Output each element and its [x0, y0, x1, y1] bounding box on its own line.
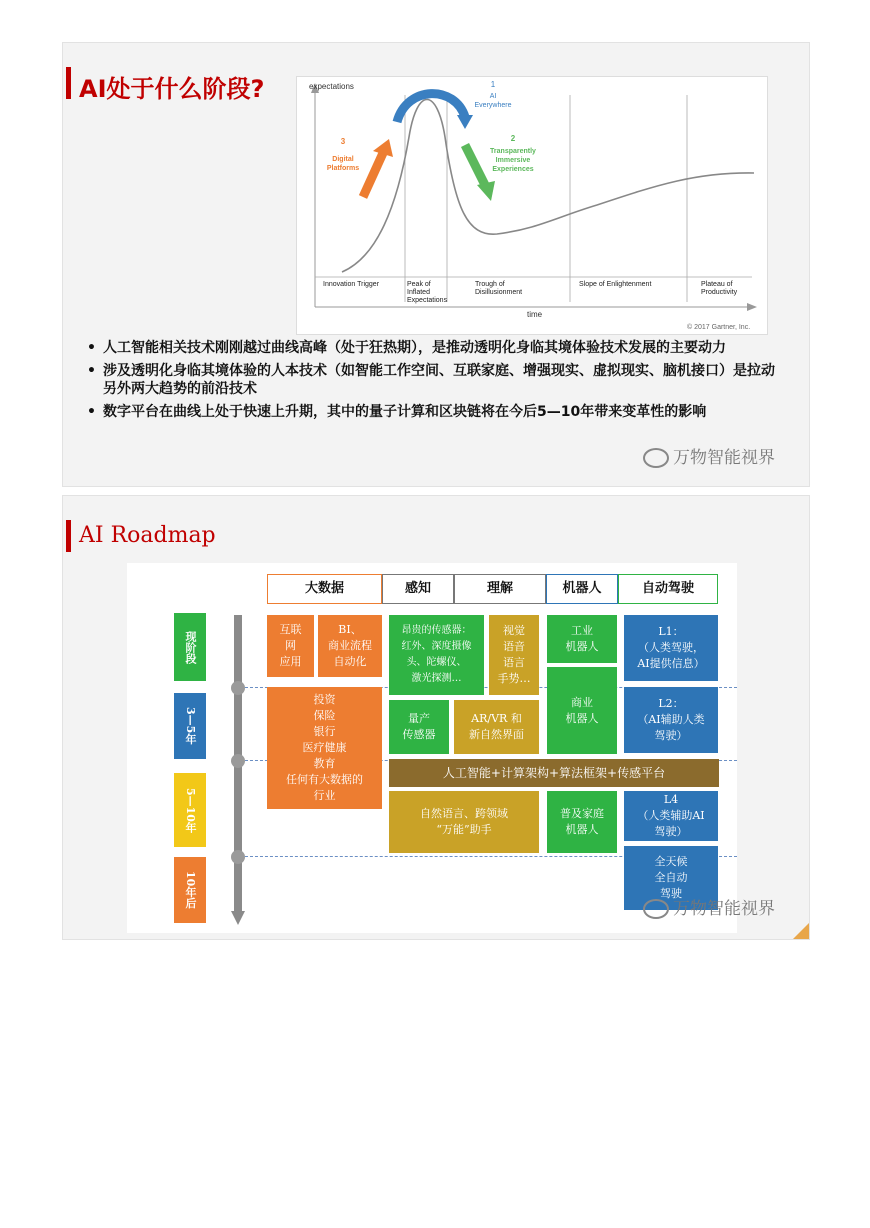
- box-platform: 人工智能+计算架构+算法框架+传感平台: [389, 759, 719, 787]
- title-accent-bar: [66, 67, 71, 99]
- trend2-arrow: [465, 145, 487, 189]
- slide-title: AI Roadmap: [79, 523, 216, 548]
- phase-label: Slope of Enlightenment: [579, 281, 652, 288]
- phase-label-b: Disillusionment: [475, 289, 523, 296]
- trend1-arrowhead: [457, 115, 473, 129]
- watermark: 万物智能视界: [643, 894, 775, 919]
- header-understanding: 理解: [454, 574, 546, 604]
- timeline-dot: [231, 754, 245, 768]
- bullet-item: • 涉及透明化身临其境体验的人本技术（如智能工作空间、互联家庭、增强现实、虚拟现实、脑机接口）是拉动另外两大趋势的前沿技术: [85, 362, 785, 398]
- trend2-label-a: Transparently: [490, 148, 536, 155]
- bullet-list: [85, 339, 785, 426]
- box-internet-apps: 互联 网 应用: [267, 615, 314, 677]
- header-robots: 机器人: [546, 574, 618, 604]
- watermark: 万物智能视界: [643, 443, 775, 468]
- trend2-number: 2: [510, 134, 516, 143]
- box-l5: 全天候 全自动 驾驶: [624, 846, 718, 910]
- header-big-data: 大数据: [267, 574, 382, 604]
- hype-curve: [342, 100, 754, 273]
- slide-ai-stage: [62, 42, 810, 487]
- box-nlp-assistant: 自然语言、跨领域 “万能”助手: [389, 791, 539, 853]
- phase-label-b: Productivity: [701, 289, 738, 296]
- phase-label-a: Plateau of: [701, 281, 733, 288]
- box-l4: L4 （人类辅助AI 驾驶）: [624, 791, 718, 841]
- trend3-arrow: [363, 153, 383, 197]
- trend2-label-c: Experiences: [492, 166, 534, 173]
- trend3-label-b: Platforms: [326, 165, 360, 172]
- trend3-label-a: Digital: [332, 156, 354, 163]
- stage-5-10-years: 5—10年: [174, 773, 206, 847]
- slide-title: AI处于什么阶段?: [79, 75, 265, 103]
- stage-3-5-years: 3—5年: [174, 693, 206, 759]
- trend1-label-a: AI: [489, 93, 497, 100]
- box-l1: L1： （人类驾驶， AI提供信息）: [624, 615, 718, 681]
- box-bi-automation: BI、 商业流程 自动化: [318, 615, 382, 677]
- box-mass-sensors: 量产 传感器: [389, 700, 449, 754]
- roadmap-diagram: [127, 563, 737, 933]
- corner-decoration: [793, 923, 809, 939]
- wechat-icon: [643, 899, 669, 919]
- box-industries: 投资 保险 银行 医疗健康 教育 任何有大数据的 行业: [267, 687, 382, 809]
- phase-label-a: Peak of: [407, 281, 431, 288]
- trend2-label-b: Immersive: [495, 157, 531, 164]
- timeline-dot: [231, 850, 245, 864]
- trend1-arrow: [397, 94, 465, 122]
- trend1-label-b: Everywhere: [474, 102, 512, 109]
- hype-cycle-svg: [297, 77, 767, 334]
- phase-label-a: Trough of: [475, 281, 505, 288]
- box-vision-voice: 视觉 语音 语言 手势…: [489, 615, 539, 695]
- x-axis-label: time: [527, 310, 543, 319]
- slide-ai-roadmap: [62, 495, 810, 940]
- header-autonomous-driving: 自动驾驶: [618, 574, 718, 604]
- box-ar-vr: AR/VR 和 新自然界面: [454, 700, 539, 754]
- box-industrial-robots: 工业 机器人: [547, 615, 617, 663]
- bullet-item: • 人工智能相关技术刚刚越过曲线高峰（处于狂热期），是推动透明化身临其境体验技术发展的主要动力: [85, 339, 785, 357]
- box-home-robots: 普及家庭 机器人: [547, 791, 617, 853]
- hype-cycle-figure: [296, 76, 768, 335]
- bullet-item: • 数字平台在曲线上处于快速上升期，其中的量子计算和区块链将在今后5—10年带来变革性的影响: [85, 403, 785, 421]
- phase-label-b: Inflated: [407, 289, 430, 296]
- phase-label-c: Expectations: [407, 297, 448, 304]
- timeline-dot: [231, 681, 245, 695]
- stage-now: 现阶段: [174, 613, 206, 681]
- title-accent-bar: [66, 520, 71, 552]
- box-commercial-robots: 商业 机器人: [547, 667, 617, 754]
- box-expensive-sensors: 昂贵的传感器： 红外、深度摄像 头、陀螺仪、 激光探测…: [389, 615, 484, 695]
- timeline-arrowhead: [231, 911, 245, 925]
- wechat-icon: [643, 448, 669, 468]
- box-l2: L2： （AI辅助人类 驾驶）: [624, 687, 718, 753]
- trend1-number: 1: [490, 80, 496, 89]
- trend3-number: 3: [340, 137, 346, 146]
- stage-10-years-later: 10年后: [174, 857, 206, 923]
- phase-label: Innovation Trigger: [323, 281, 380, 288]
- header-perception: 感知: [382, 574, 454, 604]
- copyright: © 2017 Gartner, Inc.: [687, 324, 751, 331]
- y-axis-label: expectations: [309, 82, 354, 91]
- x-axis-arrow: [747, 303, 757, 311]
